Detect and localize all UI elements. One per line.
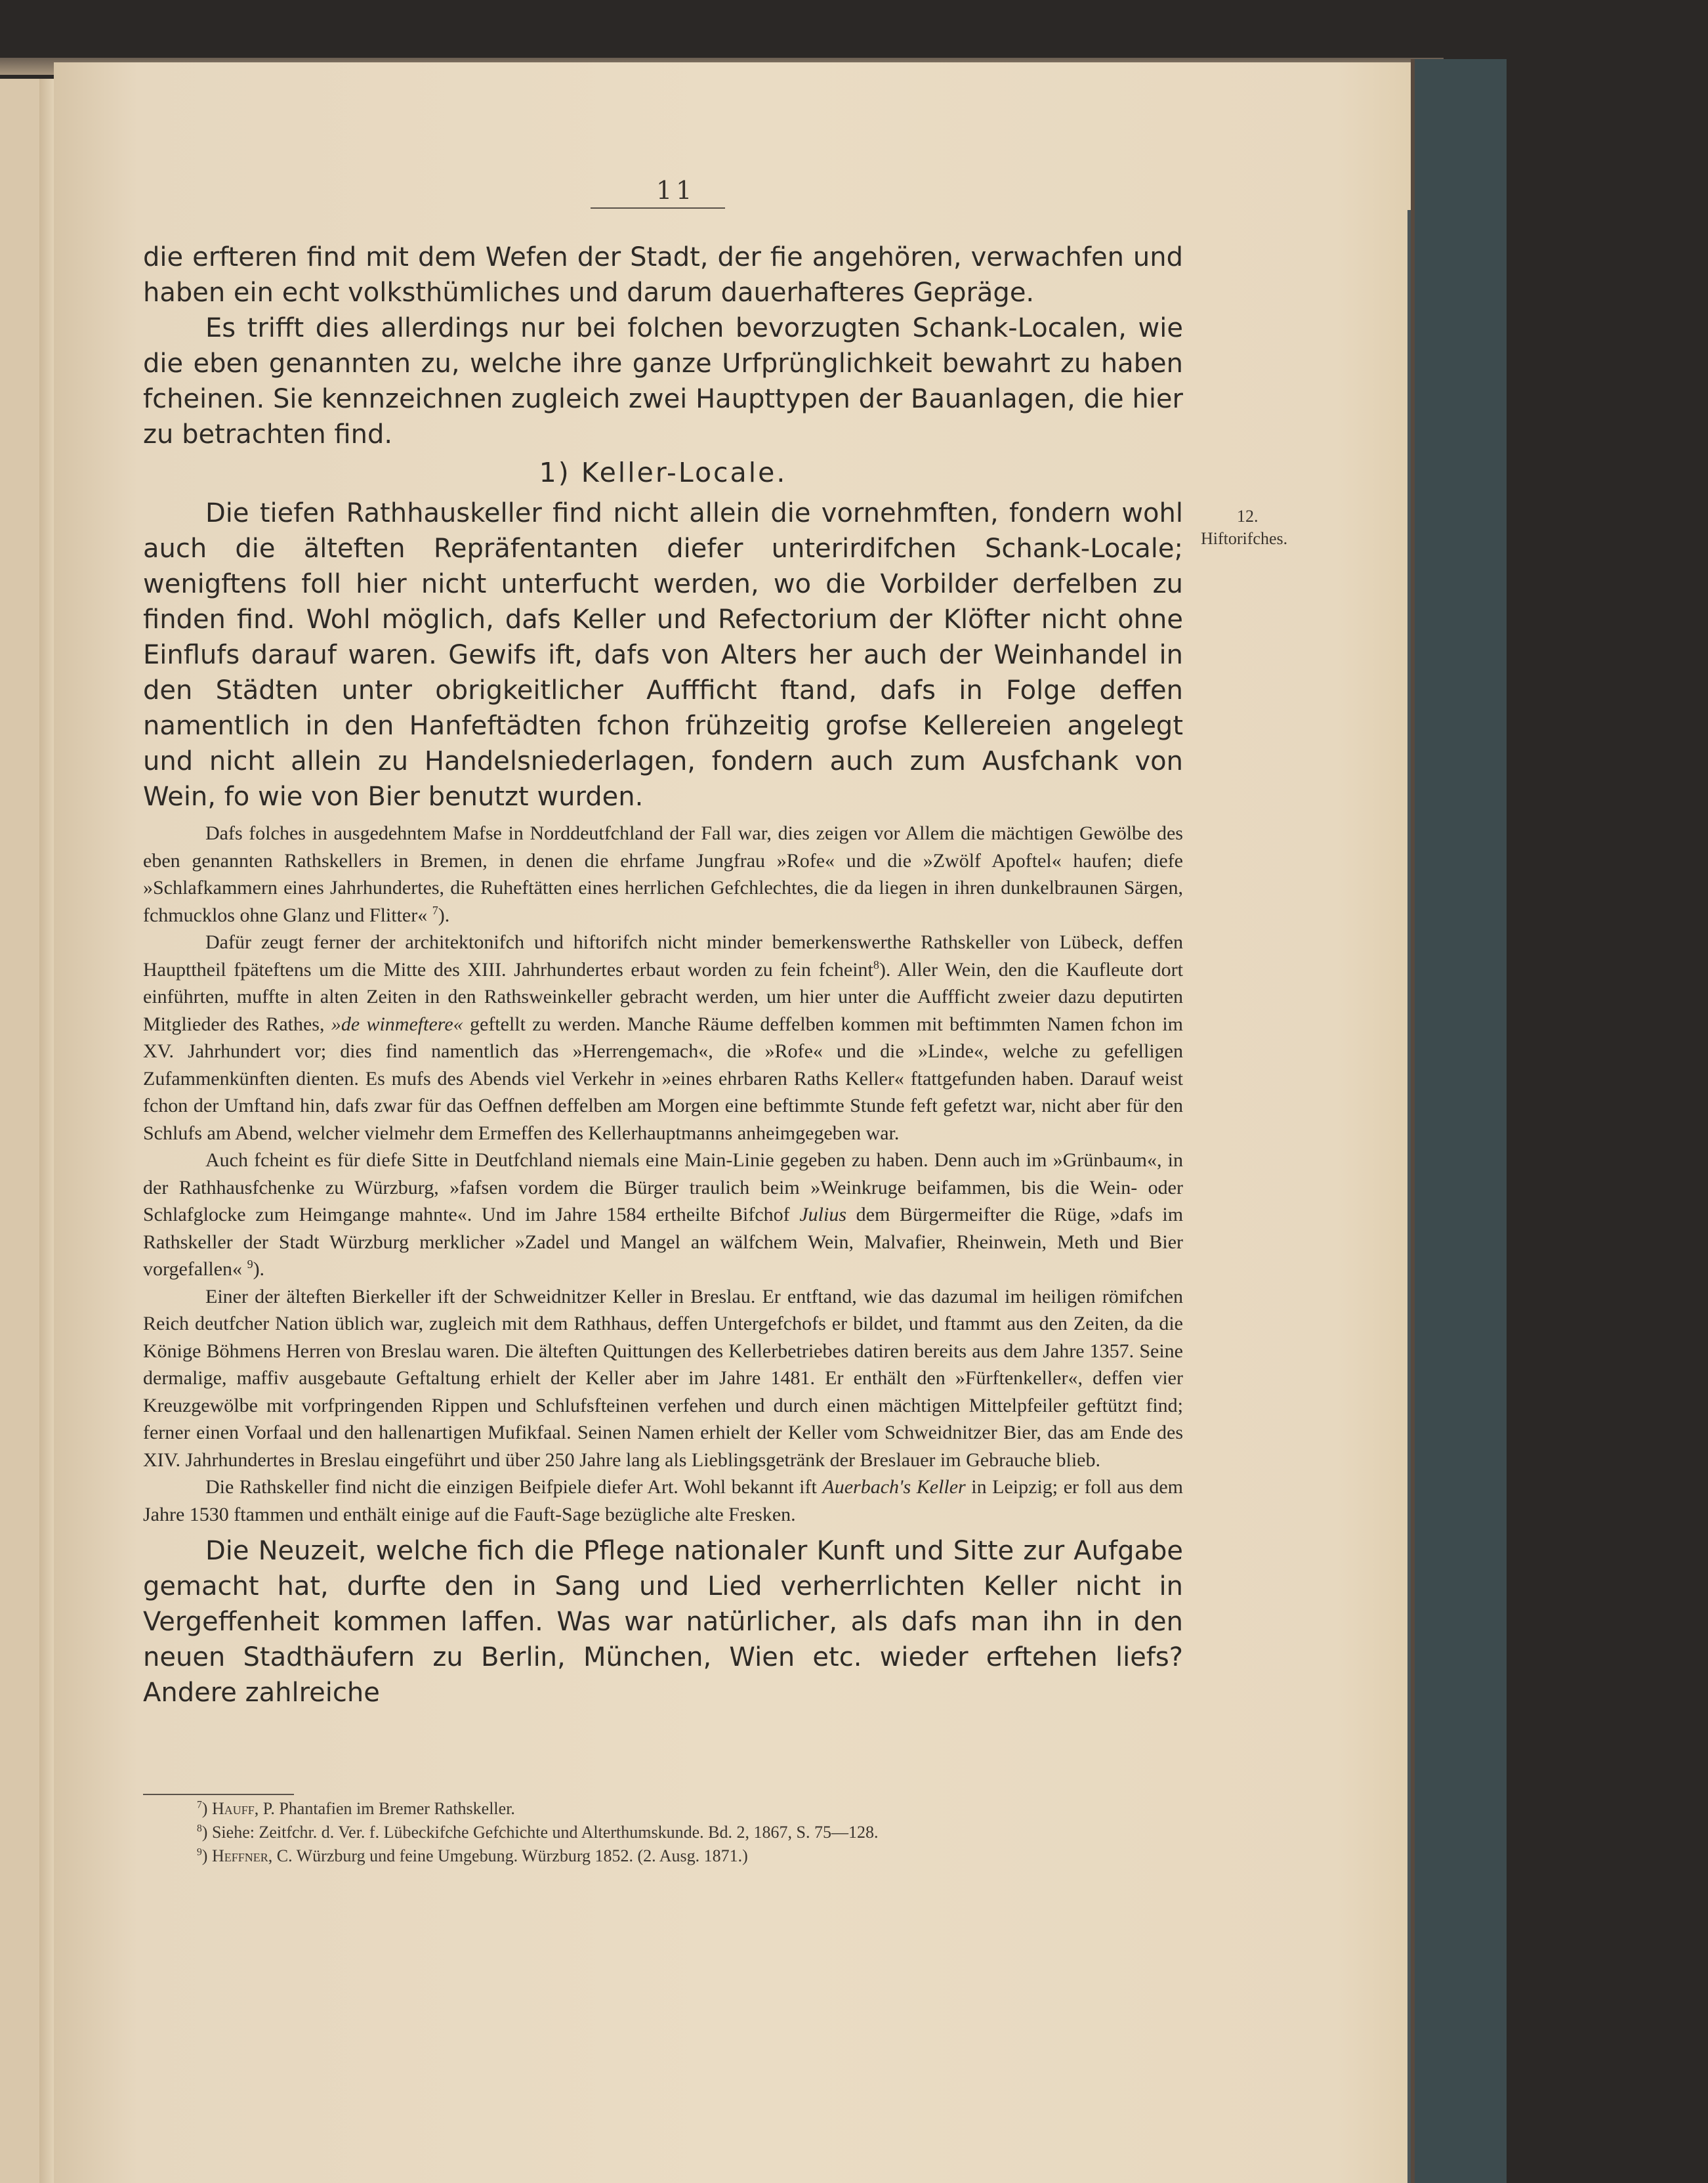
book-cover	[1411, 59, 1507, 2183]
section-heading: 1) Keller-Locale.	[539, 457, 787, 488]
paragraph-main: Die tiefen Rathhauskeller find nicht allein die vornehmften, fondern wohl auch die älteften Repräfentanten diefer unterirdifchen Schank-Locale; wenigftens foll hier nicht unterfucht werden, wo die Vorbilder derfelben zu finden find. Wohl möglich, dafs Keller und Refectorium der Klöfter nicht ohne Einflufs darauf waren. Gewifs ift, dafs von Alters her auch der Weinhandel in den Städten unter obrigkeitlicher Auffficht ftand, dafs in Folge deffen namentlich in den Hanfeftädten fchon frühzeitig grofse Kellereien angelegt und nicht allein zu Handelsniederlagen, fondern auch zum Ausfchank von Wein, fo wie von Bier benutzt wurden.	[143, 498, 1183, 812]
header-rule	[591, 207, 725, 209]
margin-label: Hiftorifches.	[1201, 529, 1288, 548]
small-paragraph-leipzig: Die Rathskeller find nicht die einzigen Beifpiele diefer Art. Wohl bekannt ift Auerbach's Keller in Leipzig; er foll aus dem Jahre 1530 ftammen und enthält einige auf die Fauft-Sage bezügliche alte Fresken.	[143, 1476, 1184, 1525]
gutter-shadow	[39, 79, 54, 2183]
paragraph-intro: Es trifft dies allerdings nur bei folchen bevorzugten Schank-Localen, wie die eben genannten zu, welche ihre ganze Urfprünglichkeit bewahrt zu haben fcheinen. Sie kennzeichnen zugleich zwei Haupttypen der Bauanlagen, die hier zu betrachten find.	[143, 313, 1183, 450]
small-paragraph-bremen: Dafs folches in ausgedehntem Mafse in Norddeutfchland der Fall war, dies zeigen vor Allem die mächtigen Gewölbe des eben genannten Rathskellers in Bremen, in denen die ehrfame Jungfrau »Rofe« und die »Zwölf Apoftel« haufen; diefe »Schlafkammern eines Jahrhundertes, die Ruheftätten eines herrlichen Gefchlechtes, die da liegen in ihren dunkelbraunen Särgen, fchmucklos ohne Glanz und Flitter« $^7$).	[143, 822, 1183, 926]
footnote-8: $^8$) Siehe: Zeitfchr. d. Ver. f. Lübeckifche Gefchichte und Alterthumskunde. Bd. 2, 1867, S. 75—128.	[197, 1823, 879, 1842]
small-paragraph-breslau: Einer der älteften Bierkeller ift der Schweidnitzer Keller in Breslau. Er entftand, wie das dazumal im heiligen römifchen Reich deutfcher Nation üblich war, zugleich mit dem Rathhaus, deffen Untergefchofs er bildet, und ftammt aus den Zeiten, da die Könige Böhmens Herren von Breslau waren. Die älteften Quittungen des Kellerbetriebes datiren bereits aus dem Jahre 1357. Seine dermalige, maffiv ausgebaute Geftaltung erhielt der Keller aber im Jahre 1481. Er enthält den »Fürftenkeller«, deffen vier Kreuzgewölbe mit vorfpringenden Rippen und Schlufsfteinen verfehen und durch einen mächtigen Mittelpfeiler geftützt find; ferner einen Vorfaal und den hallenartigen Mufikfaal. Seinen Namen erhielt der Keller vom Schweidnitzer Bier, das am Ende des XIV. Jahrhundertes in Breslau eingeführt und über 250 Jahre lang als Lieblingsgetränk der Breslauer im Gebrauche blieb.	[143, 1285, 1183, 1471]
page-number: 11	[656, 176, 696, 205]
paragraph-bottom: Die Neuzeit, welche fich die Pflege nationaler Kunft und Sitte zur Aufgabe gemacht hat, durfte den in Sang und Lied verherrlichten Keller nicht in Vergeffenheit kommen laffen. Was war natürlicher, als dafs man ihn in den neuen Stadthäufern zu Berlin, München, Wien etc. wieder erftehen liefs? Andere zahlreiche	[143, 1536, 1183, 1708]
footnote-rule	[143, 1794, 294, 1795]
footnote-9: $^9$) Heffner, C. Würzburg und feine Umgebung. Würzburg 1852. (2. Ausg. 1871.)	[197, 1846, 748, 1865]
small-paragraph-luebeck: Dafür zeugt ferner der architektonifch und hiftorifch nicht minder bemerkenswerthe Rathskeller von Lübeck, deffen Haupttheil fpäteftens um die Mitte des XIII. Jahrhundertes erbaut worden zu fein fcheint$^8$). Aller Wein, den die Kaufleute dort einführten, muffte in alten Zeiten in den Rathsweinkeller gebracht werden, um hier unter die Auffficht zweier dazu deputirten Mitglieder des Rathes, »de winmeftere« geftellt zu werden. Manche Räume deffelben kommen mit beftimmten Namen fchon im XV. Jahrhundert vor; dies find namentlich das »Herrengemach«, die »Rofe« und die »Linde«, welche zu gefelligen Zufammenkünften dienten. Es mufs des Abends viel Verkehr in »eines ehrbaren Raths Keller« ftattgefunden haben. Darauf weist fchon der Umftand hin, dafs zwar für das Oeffnen deffelben am Morgen eine beftimmte Stunde feft gefetzt war, nicht aber für den Schlufs am Abend, welcher vielmehr dem Ermeffen des Kellerhauptmanns anheimgegeben war.	[143, 931, 1183, 1144]
page-body	[143, 240, 1183, 1710]
footnote-7: $^7$) Hauff, P. Phantafien im Bremer Rathskeller.	[197, 1799, 515, 1818]
small-paragraph-wuerzburg: Auch fcheint es für diefe Sitte in Deutfchland niemals eine Main-Linie gegeben zu haben. Denn auch im »Grünbaum«, in der Rathhausfchenke zu Würzburg, »fafsen vordem die Bürger traulich beim »Weinkruge beifammen, bis die Wein- oder Schlafglocke zum Heimgange mahnte«. Und im Jahre 1584 ertheilte Bifchof Julius dem Bürgermeifter die Rüge, »dafs im Rathskeller der Stadt Würzburg merklicher »Zadel und Mangel an wälfchem Wein, Malvafier, Rheinwein, Meth und Bier vorgefallen« $^9$).	[143, 1149, 1184, 1280]
paragraph-continuation: die erfteren find mit dem Wefen der Stadt, der fie angehören, verwachfen und haben ein echt volksthümliches und darum dauerhafteres Gepräge.	[143, 242, 1183, 308]
margin-number: 12.	[1237, 507, 1259, 526]
